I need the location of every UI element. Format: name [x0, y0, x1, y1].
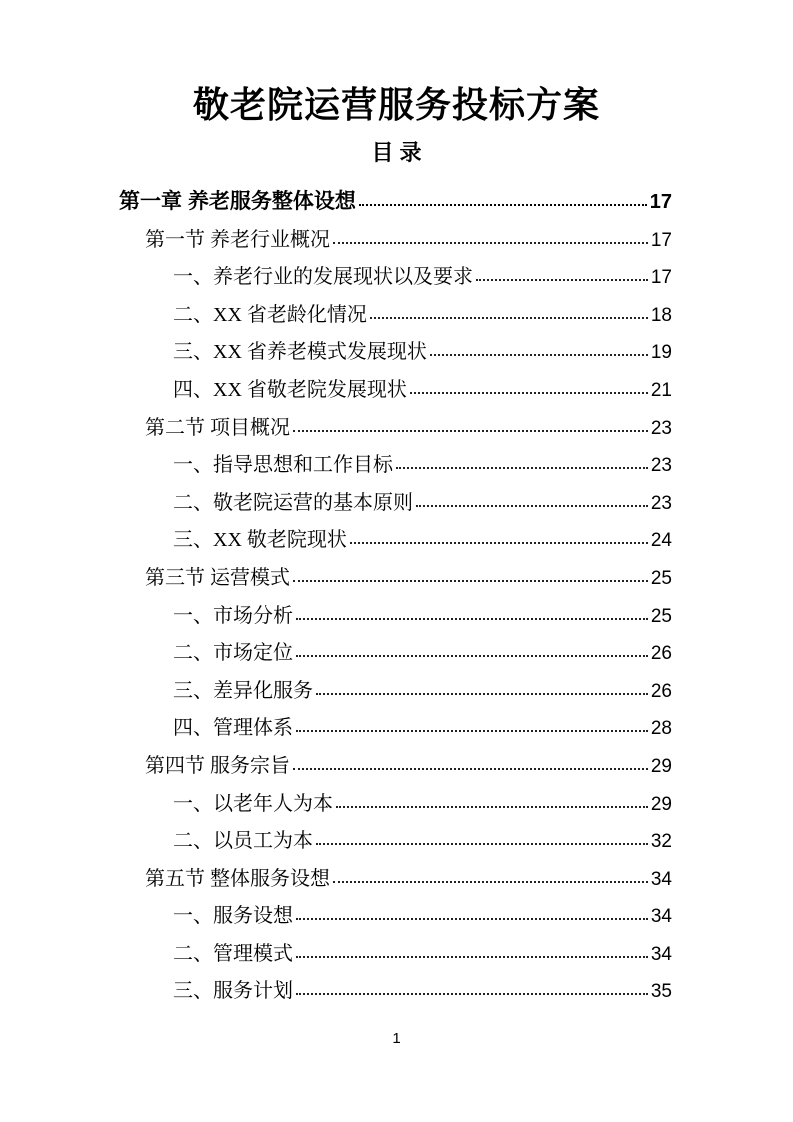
toc-entry-label: 三、服务计划	[173, 980, 293, 1003]
toc-entry-page: 34	[650, 868, 672, 890]
toc-entry-page: 26	[650, 643, 672, 665]
toc-leader-dots	[293, 768, 648, 770]
toc-entry-page: 29	[650, 793, 672, 815]
footer-page-number: 1	[392, 1030, 401, 1047]
toc-entry-label: 二、管理模式	[173, 942, 293, 965]
toc-leader-dots	[476, 279, 648, 281]
toc-entry[interactable]	[145, 862, 672, 900]
toc-entry-label: 二、敬老院运营的基本原则	[173, 491, 413, 514]
toc-entry-page: 32	[650, 831, 672, 853]
toc-entry[interactable]	[173, 260, 672, 298]
toc-entry-page: 17	[649, 191, 672, 213]
toc-leader-dots	[296, 730, 648, 732]
toc-entry[interactable]	[145, 561, 672, 599]
toc-entry[interactable]	[173, 335, 672, 373]
toc-entry[interactable]	[173, 636, 672, 674]
toc-entry[interactable]	[173, 711, 672, 749]
toc-entry[interactable]	[173, 674, 672, 712]
toc-list	[0, 185, 793, 1012]
toc-leader-dots	[316, 693, 648, 695]
toc-entry-label: 二、XX 省老龄化情况	[173, 303, 367, 326]
toc-entry[interactable]	[173, 899, 672, 937]
toc-entry[interactable]	[173, 298, 672, 336]
toc-leader-dots	[370, 317, 648, 319]
toc-entry-page: 21	[650, 379, 672, 401]
toc-entry-label: 第四节 服务宗旨	[145, 754, 290, 777]
toc-entry-page: 23	[650, 492, 672, 514]
toc-entry[interactable]	[145, 749, 672, 787]
toc-entry-label: 一、以老年人为本	[173, 792, 333, 815]
toc-entry-page: 25	[650, 567, 672, 589]
toc-leader-dots	[410, 392, 648, 394]
toc-entry-label: 一、指导思想和工作目标	[173, 454, 393, 477]
toc-leader-dots	[350, 542, 648, 544]
toc-entry-page: 17	[650, 229, 672, 251]
toc-entry-label: 二、市场定位	[173, 642, 293, 665]
toc-entry[interactable]	[173, 373, 672, 411]
toc-entry-label: 第五节 整体服务设想	[145, 867, 330, 890]
toc-entry[interactable]	[173, 523, 672, 561]
toc-entry-page: 34	[650, 906, 672, 928]
toc-entry-label: 三、差异化服务	[173, 679, 313, 702]
toc-entry-page: 34	[650, 943, 672, 965]
toc-entry-label: 三、XX 敬老院现状	[173, 529, 347, 552]
toc-entry-page: 19	[650, 342, 672, 364]
toc-entry[interactable]	[173, 599, 672, 637]
toc-leader-dots	[336, 806, 648, 808]
toc-leader-dots	[296, 993, 648, 995]
toc-entry-page: 25	[650, 605, 672, 627]
toc-leader-dots	[293, 580, 648, 582]
toc-entry-label: 一、养老行业的发展现状以及要求	[173, 266, 473, 289]
toc-entry[interactable]	[173, 824, 672, 862]
toc-entry-label: 一、服务设想	[173, 905, 293, 928]
toc-entry-page: 35	[650, 981, 672, 1003]
toc-leader-dots	[296, 655, 648, 657]
toc-leader-dots	[293, 430, 648, 432]
toc-entry-page: 18	[650, 304, 672, 326]
toc-leader-dots	[430, 354, 648, 356]
toc-entry[interactable]	[173, 974, 672, 1012]
toc-leader-dots	[296, 618, 648, 620]
toc-entry-page: 29	[650, 755, 672, 777]
toc-entry-label: 三、XX 省养老模式发展现状	[173, 341, 427, 364]
toc-entry-page: 26	[650, 680, 672, 702]
toc-entry-label: 第二节 项目概况	[145, 416, 290, 439]
toc-leader-dots	[296, 918, 648, 920]
toc-entry-label: 一、市场分析	[173, 604, 293, 627]
toc-entry-page: 24	[650, 530, 672, 552]
toc-leader-dots	[359, 204, 647, 206]
toc-entry-label: 第一章 养老服务整体设想	[119, 190, 356, 213]
toc-entry-label: 第三节 运营模式	[145, 566, 290, 589]
toc-entry-page: 23	[650, 417, 672, 439]
toc-heading: 目 录	[371, 140, 422, 165]
toc-entry[interactable]	[145, 411, 672, 449]
toc-entry-label: 四、XX 省敬老院发展现状	[173, 378, 407, 401]
toc-entry-label: 二、以员工为本	[173, 830, 313, 853]
toc-entry[interactable]	[173, 448, 672, 486]
toc-entry[interactable]	[173, 937, 672, 975]
document-title: 敬老院运营服务投标方案	[192, 84, 600, 125]
toc-leader-dots	[396, 467, 648, 469]
toc-entry-page: 17	[650, 267, 672, 289]
toc-entry[interactable]	[119, 185, 672, 223]
toc-leader-dots	[333, 881, 648, 883]
toc-entry[interactable]	[173, 486, 672, 524]
toc-leader-dots	[296, 956, 648, 958]
toc-entry[interactable]	[173, 787, 672, 825]
toc-leader-dots	[416, 505, 648, 507]
toc-entry-page: 23	[650, 455, 672, 477]
toc-leader-dots	[333, 242, 648, 244]
toc-leader-dots	[316, 843, 648, 845]
toc-entry-label: 第一节 养老行业概况	[145, 228, 330, 251]
toc-entry-page: 28	[650, 718, 672, 740]
toc-entry[interactable]	[145, 223, 672, 261]
toc-entry-label: 四、管理体系	[173, 717, 293, 740]
